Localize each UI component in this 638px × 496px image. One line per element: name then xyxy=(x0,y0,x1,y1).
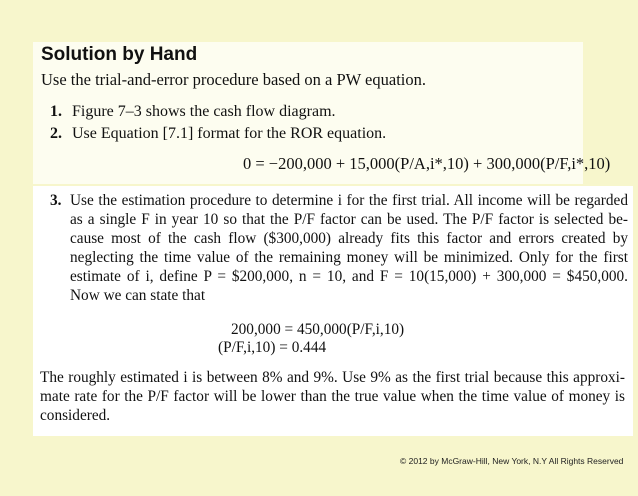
step-1-number: 1. xyxy=(50,103,62,120)
copyright-notice: © 2012 by McGraw-Hill, New York, N.Y All Rights Reserved xyxy=(400,456,624,466)
conclusion-line: mate rate for the P/F factor will be lower than the true value when the time value of money is xyxy=(40,388,625,405)
estimate-equation-2: (P/F,i,10) = 0.444 xyxy=(218,339,327,356)
step-2-number: 2. xyxy=(50,125,62,142)
intro-text: Use the trial-and-error procedure based on a PW equation. xyxy=(41,70,427,89)
conclusion-line: The roughly estimated i is between 8% and 9%. Use 9% as the first trial because this approxi- xyxy=(40,369,625,386)
slide-title: Solution by Hand xyxy=(41,44,198,65)
ror-equation: 0 = −200,000 + 15,000(P/A,i*,10) + 300,000(P/F,i*,10) xyxy=(243,154,611,173)
step-3-line: neglecting the time value of the remaining money will be minimized. Only for the first xyxy=(70,249,628,266)
step-1-text: Figure 7–3 shows the cash flow diagram. xyxy=(72,103,336,120)
step-3-line: Now we can state that xyxy=(70,287,206,304)
estimate-equation-1: 200,000 = 450,000(P/F,i,10) xyxy=(231,321,405,338)
step-3-line: cause most of the cash flow ($300,000) already fits this factor and errors created by xyxy=(70,230,628,247)
step-3-number: 3. xyxy=(50,192,62,209)
step-1 xyxy=(50,103,336,121)
step-3-line: Use the estimation procedure to determine i for the first trial. All income will be regarded xyxy=(70,192,628,209)
step-2-text: Use Equation [7.1] format for the ROR equation. xyxy=(72,125,387,142)
step-3-text xyxy=(70,191,628,305)
conclusion-line: considered. xyxy=(40,407,111,424)
conclusion xyxy=(40,368,625,425)
step-3-line: estimate of i, define P = $200,000, n = 10, and F = 10(15,000) + 300,000 = $450,000. xyxy=(70,268,628,285)
step-2 xyxy=(50,125,386,143)
step-3-line: as a single F in year 10 so that the P/F factor can be used. The P/F factor is selected be- xyxy=(70,211,628,228)
